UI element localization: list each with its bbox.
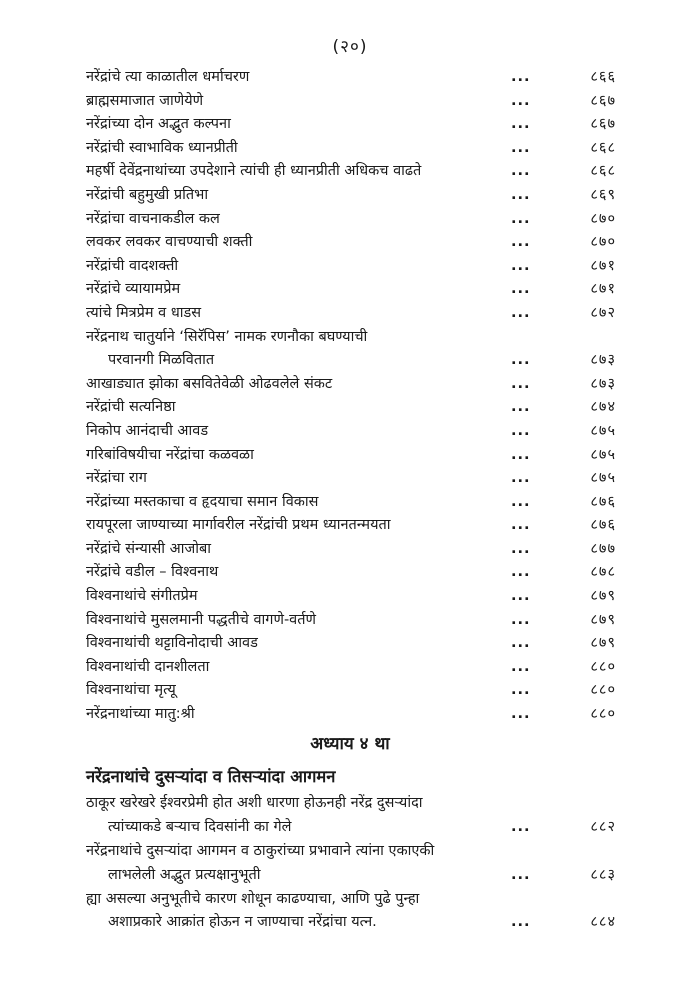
leader-dots: ... (511, 493, 531, 510)
leader-dots: ... (511, 116, 531, 133)
toc-entry (86, 66, 616, 90)
leader-dots: ... (511, 257, 531, 274)
entry-page-number: ८८३ (590, 866, 616, 883)
entry-title: नरेंद्रांच्या दोन अद्भुत कल्पना (86, 116, 231, 133)
toc-entry (86, 561, 616, 585)
leader-dots: ... (511, 234, 531, 251)
entry-title: गरिबांविषयीचा नरेंद्रांचा कळवळा (86, 446, 254, 463)
leader-dots: ... (511, 470, 531, 487)
entry-title: नरेंद्रांची वादशक्ती (86, 257, 179, 274)
entry-page-number: ८६९ (590, 186, 616, 203)
entry-title: अशाप्रकारे आक्रांत होऊन न जाण्याचा नरेंद्रांचा यत्न. (108, 914, 377, 931)
toc-entry (86, 911, 616, 935)
toc-entry (86, 467, 616, 491)
toc-entry (86, 703, 616, 727)
entry-title: ठाकूर खरेखरे ईश्वरप्रेमी होत अशी धारणा होऊनही नरेंद्र दुसऱ्यांदा (86, 795, 423, 811)
toc-entry (86, 160, 616, 184)
toc-entry (86, 184, 616, 208)
entry-title: ह्या असल्या अनुभूतीचे कारण शोधून काढण्याचा, आणि पुढे पुन्हा (86, 890, 420, 907)
entry-title: नरेंद्रनाथ चातुर्याने ‘सिरॅपिस’ नामक रणनौका बघण्याची (86, 328, 368, 345)
leader-dots: ... (511, 352, 531, 369)
entry-page-number: ८७१ (590, 281, 616, 298)
toc-entry (86, 656, 616, 680)
leader-dots: ... (511, 69, 531, 85)
entry-title: रायपूरला जाण्याच्या मार्गावरील नरेंद्रांची प्रथम ध्यानतन्मयता (86, 517, 391, 534)
entry-page-number: ८८० (590, 706, 616, 723)
leader-dots: ... (511, 92, 531, 109)
entry-title: नरेंद्रांच्या मस्तकाचा व हृदयाचा समान विकास (86, 493, 319, 510)
toc-entry (86, 864, 616, 888)
entry-page-number: ८८० (590, 682, 616, 699)
leader-dots: ... (511, 540, 531, 557)
table-of-contents (86, 66, 616, 727)
leader-dots: ... (511, 517, 531, 534)
toc-entry (86, 420, 616, 444)
entry-title: आखाड्यात झोका बसवितेवेळी ओढवलेले संकट (86, 375, 333, 392)
leader-dots: ... (511, 304, 531, 321)
entry-page-number: ८७२ (590, 304, 616, 321)
entry-title: लाभलेली अद्भुत प्रत्यक्षानुभूती (108, 866, 261, 883)
entry-title: विश्वनाथांचा मृत्यू (86, 682, 176, 699)
toc-entry (86, 208, 616, 232)
leader-dots: ... (511, 706, 531, 723)
entry-page-number: ८७० (590, 210, 616, 227)
entry-title: नरेंद्रांचा राग (86, 470, 147, 487)
entry-title: विश्वनाथांचे मुसलमानी पद्धतीचे वागणे-वर्तणे (86, 611, 316, 628)
entry-page-number: ८६७ (590, 116, 616, 133)
toc-entry (86, 609, 616, 633)
entry-page-number: ८७७ (590, 540, 616, 557)
entry-title: नरेंद्रनाथांच्या मातु:श्री (86, 706, 195, 723)
toc-entry (86, 538, 616, 562)
entry-page-number: ८७५ (590, 470, 616, 487)
leader-dots: ... (511, 210, 531, 227)
entry-page-number: ८८४ (590, 914, 616, 931)
entry-page-number: ८७१ (590, 257, 616, 274)
leader-dots: ... (511, 375, 531, 392)
entry-page-number: ८७६ (590, 493, 616, 510)
leader-dots: ... (511, 564, 531, 581)
toc-entry (86, 278, 616, 302)
toc-entry (86, 326, 616, 350)
leader-dots: ... (511, 422, 531, 439)
entry-title: परवानगी मिळवितात (108, 352, 215, 369)
entry-title: त्यांच्याकडे बऱ्याच दिवसांनी का गेले (108, 818, 292, 835)
entry-page-number: ८७९ (590, 635, 616, 652)
entry-title: नरेंद्रांचे वडील – विश्वनाथ (86, 564, 219, 581)
leader-dots: ... (511, 281, 531, 298)
entry-title: नरेंद्रांचे व्यायामप्रेम (86, 281, 181, 298)
toc-entry (86, 113, 616, 137)
leader-dots: ... (511, 914, 531, 931)
entry-title: नरेंद्रनाथांचे दुसऱ्यांदा आगमन व ठाकुरांच्या प्रभावाने त्यांना एकाएकी (86, 842, 435, 859)
leader-dots: ... (511, 635, 531, 652)
toc-entry (86, 679, 616, 703)
entry-page-number: ८६७ (590, 92, 616, 109)
entry-page-number: ८८० (590, 658, 616, 675)
entry-title: त्यांचे मित्रप्रेम व धाडस (86, 304, 202, 321)
entry-title: विश्वनाथांचे संगीतप्रेम (86, 588, 198, 605)
toc-entry (86, 373, 616, 397)
toc-entry (86, 396, 616, 420)
page-number: (२०) (332, 37, 368, 57)
toc-entry (86, 302, 616, 326)
section-heading: नरेंद्रनाथांचे दुसऱ्यांदा व तिसऱ्यांदा आगमन (86, 767, 336, 786)
entry-page-number: ८७३ (590, 375, 616, 392)
section-contents (86, 792, 616, 935)
entry-page-number: ८७६ (590, 517, 616, 534)
toc-entry (86, 514, 616, 538)
entry-title: विश्वनाथांची दानशीलता (86, 658, 210, 675)
leader-dots: ... (511, 163, 531, 180)
entry-page-number: ८६८ (590, 139, 616, 156)
entry-page-number: ८७५ (590, 422, 616, 439)
entry-page-number: ८६८ (590, 163, 616, 180)
toc-entry (86, 840, 616, 864)
entry-title: नरेंद्रांची बहुमुखी प्रतिभा (86, 186, 209, 203)
toc-entry (86, 90, 616, 114)
entry-page-number: ८७४ (590, 399, 616, 416)
entry-title: ब्राह्मसमाजात जाणेयेणे (86, 92, 204, 109)
leader-dots: ... (511, 818, 531, 835)
toc-entry (86, 632, 616, 656)
toc-entry (86, 231, 616, 255)
entry-page-number: ८७५ (590, 446, 616, 463)
toc-entry (86, 792, 616, 816)
leader-dots: ... (511, 611, 531, 628)
leader-dots: ... (511, 682, 531, 699)
entry-page-number: ८८२ (590, 818, 616, 835)
toc-entry (86, 349, 616, 373)
leader-dots: ... (511, 658, 531, 675)
toc-entry (86, 491, 616, 515)
entry-title: विश्वनाथांची थट्टाविनोदाची आवड (86, 635, 258, 652)
entry-title: नरेंद्रांचा वाचनाकडील कल (86, 210, 220, 227)
leader-dots: ... (511, 446, 531, 463)
leader-dots: ... (511, 186, 531, 203)
toc-entry (86, 816, 616, 840)
chapter-heading: अध्याय ४ था (310, 734, 390, 754)
entry-title: नरेंद्रांची सत्यनिष्ठा (86, 399, 176, 416)
leader-dots: ... (511, 866, 531, 883)
entry-title: निकोप आनंदाची आवड (86, 422, 209, 439)
leader-dots: ... (511, 139, 531, 156)
toc-entry (86, 888, 616, 912)
leader-dots: ... (511, 588, 531, 605)
toc-entry (86, 585, 616, 609)
entry-title: नरेंद्रांची स्वाभाविक ध्यानप्रीती (86, 139, 238, 156)
toc-entry (86, 255, 616, 279)
entry-title: नरेंद्रांचे त्या काळातील धर्माचरण (86, 69, 250, 85)
entry-page-number: ८७९ (590, 611, 616, 628)
entry-page-number: ८७८ (590, 564, 616, 581)
entry-title: महर्षी देवेंद्रनाथांच्या उपदेशाने त्यांची ही ध्यानप्रीती अधिकच वाढते (86, 163, 422, 180)
leader-dots: ... (511, 399, 531, 416)
entry-page-number: ८७९ (590, 588, 616, 605)
entry-title: लवकर लवकर वाचण्याची शक्ती (86, 234, 253, 251)
entry-page-number: ८७३ (590, 352, 616, 369)
entry-title: नरेंद्रांचे संन्यासी आजोबा (86, 540, 212, 557)
entry-page-number: ८६६ (590, 69, 616, 85)
entry-page-number: ८७० (590, 234, 616, 251)
toc-entry (86, 444, 616, 468)
toc-entry (86, 137, 616, 161)
